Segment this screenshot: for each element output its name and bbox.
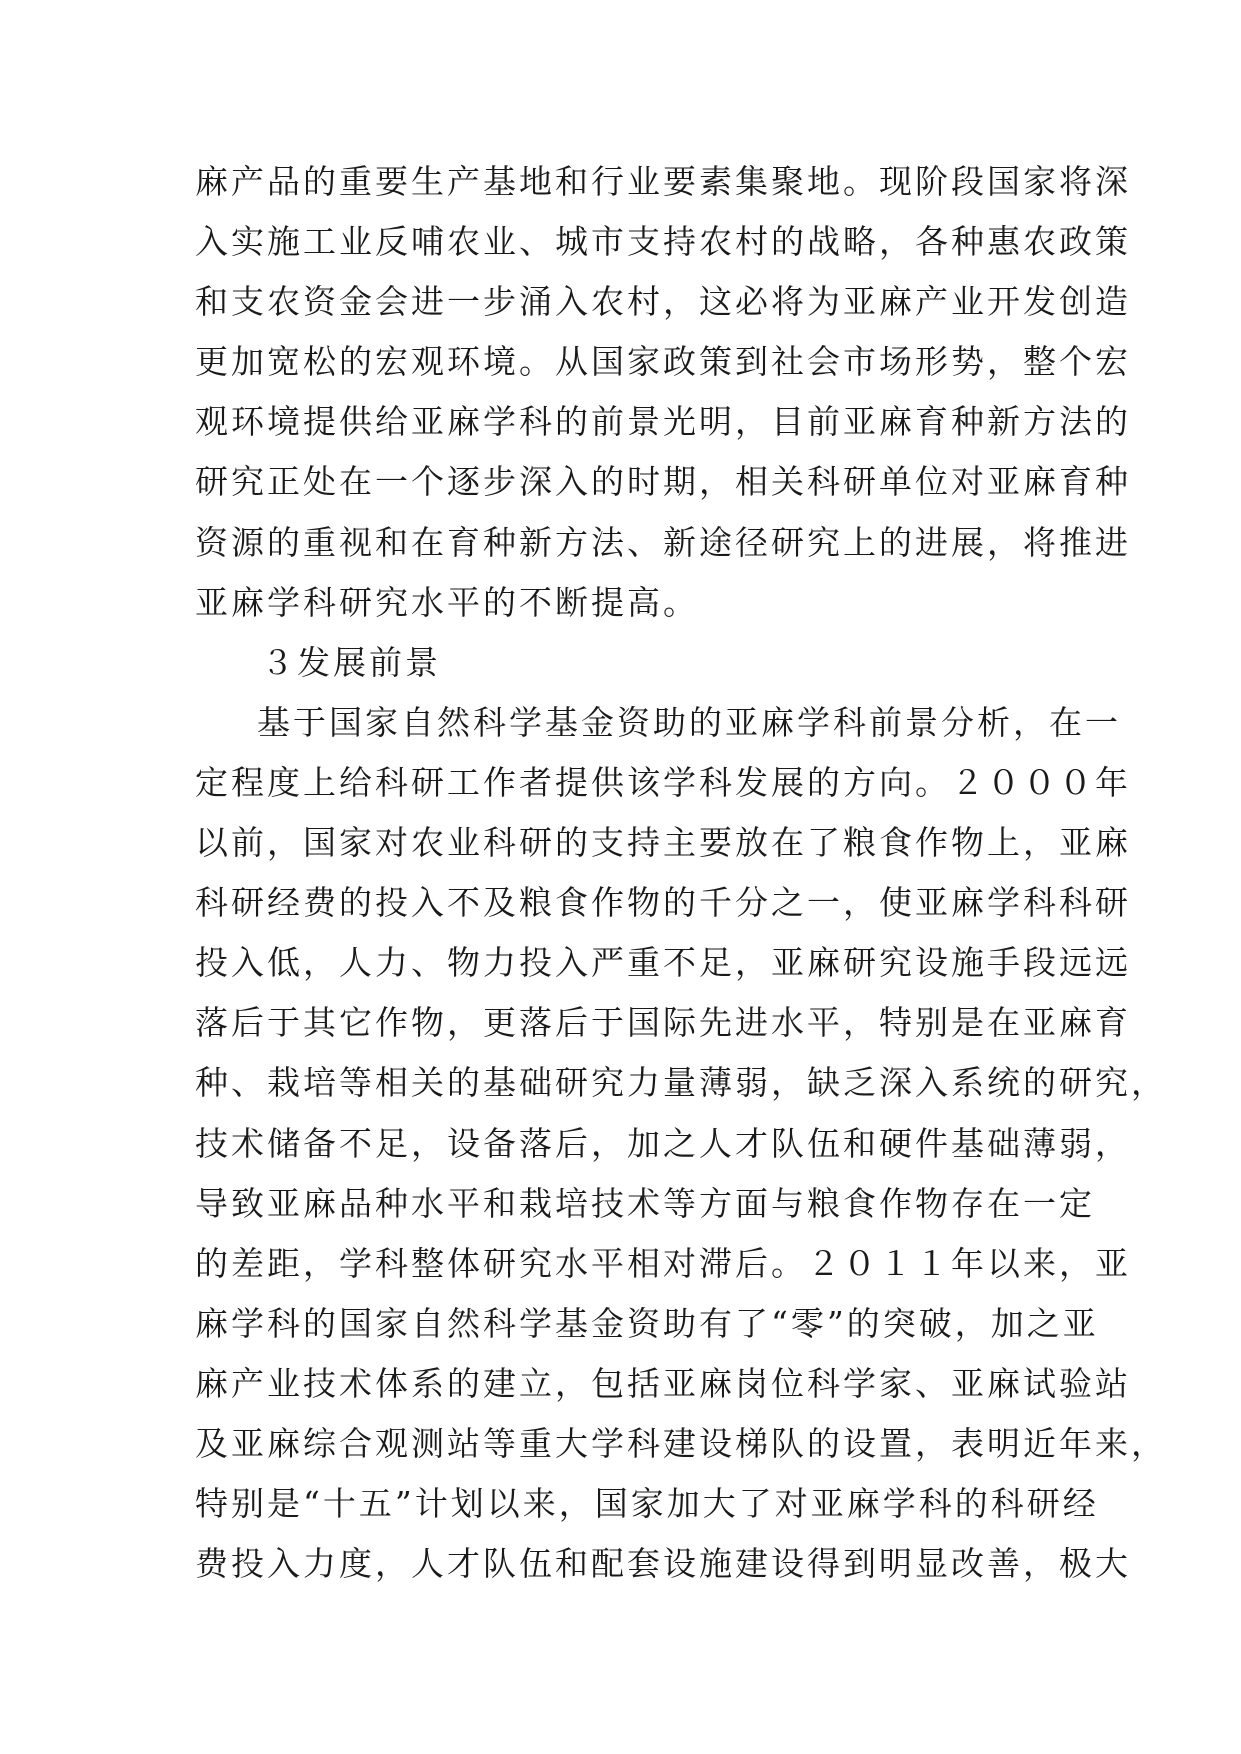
text-line: 技术储备不足，设备落后，加之人才队伍和硬件基础薄弱， [195, 1123, 1131, 1163]
text-line: 和支农资金会进一步涌入农村，这必将为亚麻产业开发创造 [195, 282, 1131, 322]
text-line: 观环境提供给亚麻学科的前景光明，目前亚麻育种新方法的 [195, 402, 1131, 442]
text-line: 及亚麻综合观测站等重大学科建设梯队的设置，表明近年来， [195, 1423, 1167, 1463]
text-line: 研究正处在一个逐步深入的时期，相关科研单位对亚麻育种 [195, 462, 1131, 502]
text-line: 以前，国家对农业科研的支持主要放在了粮食作物上，亚麻 [195, 823, 1131, 863]
text-line: 科研经费的投入不及粮食作物的千分之一，使亚麻学科科研 [195, 883, 1131, 923]
text-line: 投入低，人力、物力投入严重不足，亚麻研究设施手段远远 [195, 943, 1131, 983]
text-line: 入实施工业反哺农业、城市支持农村的战略，各种惠农政策 [195, 222, 1131, 262]
text-line: 更加宽松的宏观环境。从国家政策到社会市场形势，整个宏 [195, 342, 1131, 382]
text-line: 特别是“十五”计划以来，国家加大了对亚麻学科的科研经 [195, 1484, 1099, 1524]
text-line: 亚麻学科研究水平的不断提高。 [195, 582, 699, 622]
text-line: 麻产品的重要生产基地和行业要素集聚地。现阶段国家将深 [195, 162, 1131, 201]
text-line: 导致亚麻品种水平和栽培技术等方面与粮食作物存在一定 [195, 1183, 1095, 1223]
body-text [195, 152, 1167, 1594]
text-line: 麻学科的国家自然科学基金资助有了“零”的突破，加之亚 [195, 1303, 1099, 1343]
text-line: 定程度上给科研工作者提供该学科发展的方向。２０００年 [195, 762, 1131, 802]
section-heading: ３发展前景 [261, 642, 441, 682]
text-line: 种、栽培等相关的基础研究力量薄弱，缺乏深入系统的研究， [195, 1063, 1167, 1103]
text-line: 的差距，学科整体研究水平相对滞后。２０１１年以来，亚 [195, 1243, 1131, 1283]
text-line: 资源的重视和在育种新方法、新途径研究上的进展，将推进 [195, 522, 1131, 562]
text-line: 费投入力度，人才队伍和配套设施建设得到明显改善，极大 [195, 1544, 1131, 1584]
text-line: 基于国家自然科学基金资助的亚麻学科前景分析，在一 [257, 702, 1121, 742]
text-line: 麻产业技术体系的建立，包括亚麻岗位科学家、亚麻试验站 [195, 1363, 1131, 1403]
text-line: 落后于其它作物，更落后于国际先进水平，特别是在亚麻育 [195, 1003, 1131, 1043]
